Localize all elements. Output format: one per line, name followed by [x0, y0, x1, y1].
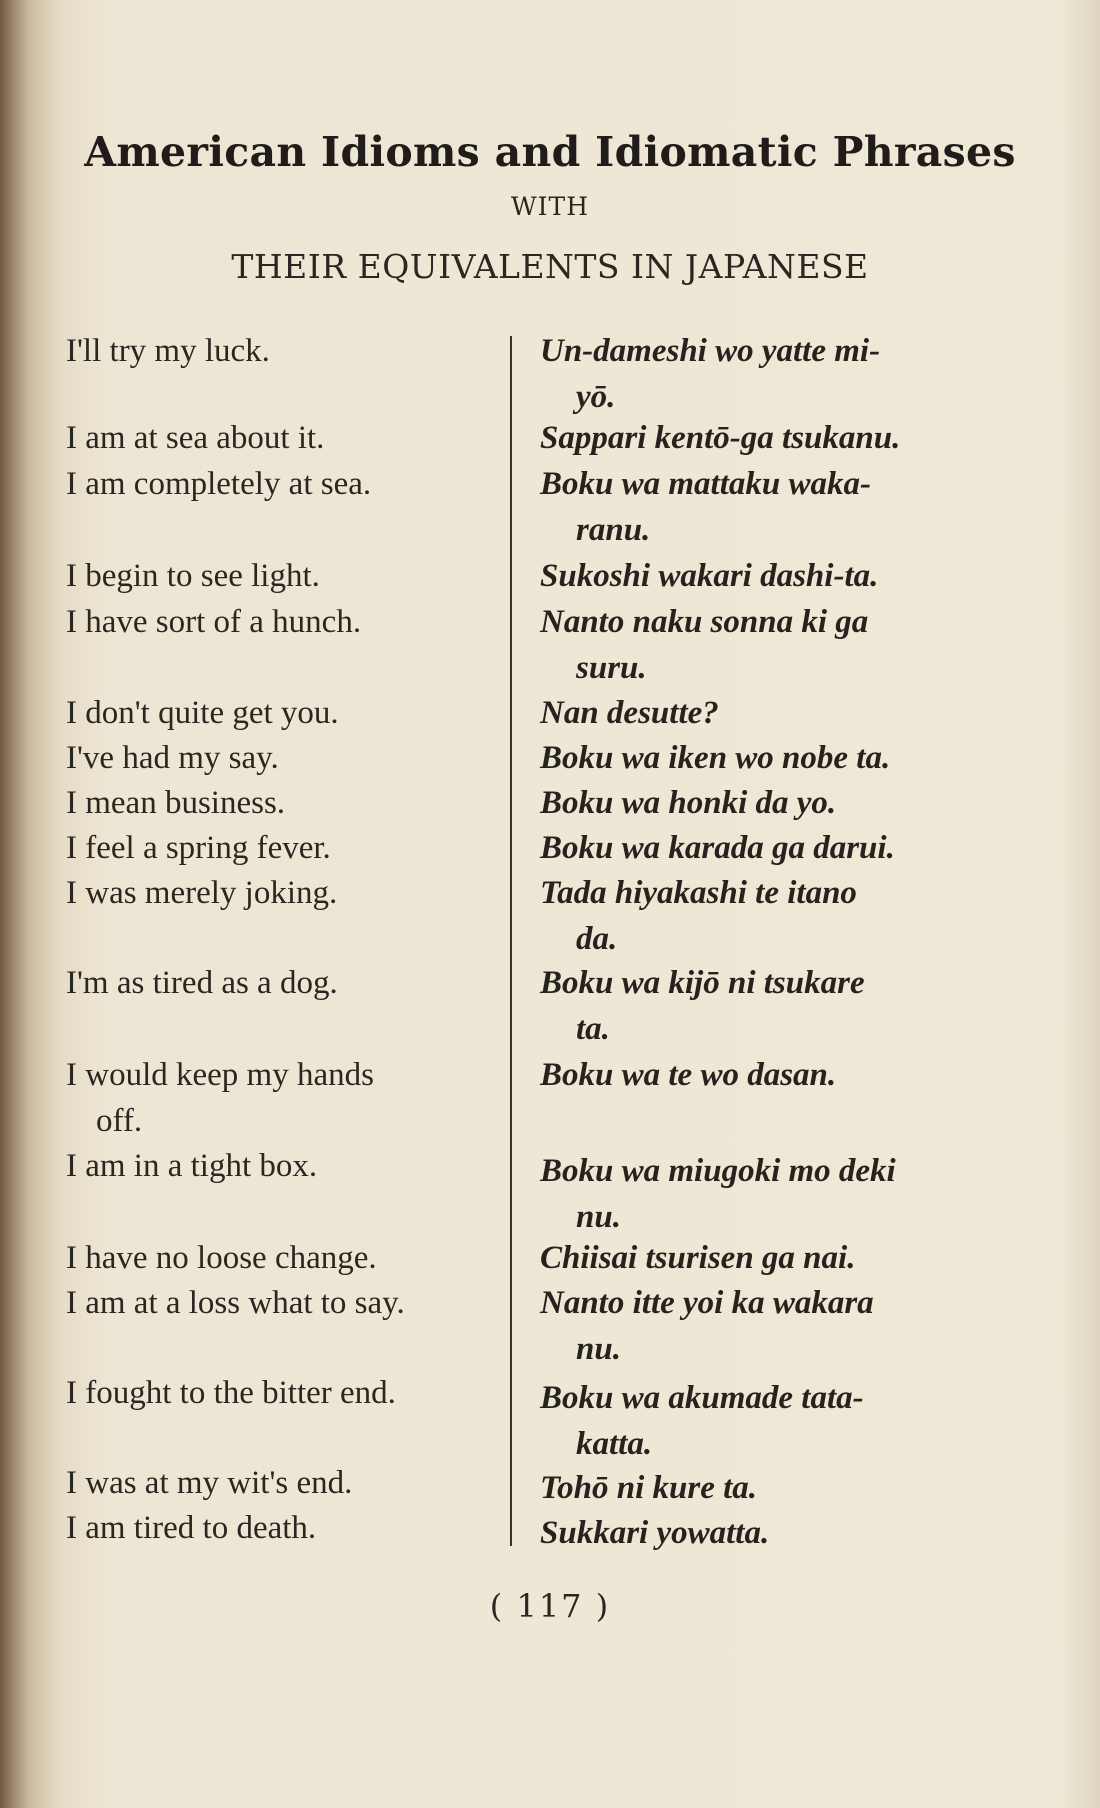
column-divider	[510, 336, 512, 1546]
idiom-english: I mean business.	[66, 785, 286, 821]
idiom-japanese: Sukoshi wakari dashi-ta.	[540, 558, 879, 594]
idiom-japanese: Tohō ni kure ta.	[540, 1470, 758, 1506]
idiom-japanese: Chiisai tsurisen ga nai.	[540, 1240, 856, 1276]
idiom-english: I'm as tired as a dog.	[66, 965, 338, 1001]
idiom-english: I am tired to death.	[66, 1510, 317, 1546]
page-title: American Idioms and Idiomatic Phrases	[84, 128, 1016, 176]
idiom-english: I am at a loss what to say.	[66, 1285, 405, 1321]
subtitle-with: WITH	[510, 192, 590, 221]
idiom-english: I was at my wit's end.	[66, 1465, 353, 1501]
subtitle-equivalents: THEIR EQUIVALENTS IN JAPANESE	[231, 247, 869, 286]
page-number: ( 117 )	[489, 1587, 611, 1625]
idiom-japanese: Boku wa honki da yo.	[540, 785, 837, 821]
idiom-english: I feel a spring fever.	[66, 830, 331, 866]
idiom-japanese: Boku wa iken wo nobe ta.	[540, 740, 891, 776]
idiom-english: I've had my say.	[66, 740, 279, 776]
idiom-japanese: Nan desutte?	[540, 695, 719, 731]
idiom-japanese: Tada hiyakashi te itano da.	[540, 875, 857, 957]
idiom-japanese: Boku wa akumade tata- katta.	[540, 1380, 864, 1462]
idiom-english: I have no loose change.	[66, 1240, 377, 1276]
idiom-english: I was merely joking.	[66, 875, 338, 911]
idiom-japanese: Un-dameshi wo yatte mi- yō.	[540, 333, 881, 415]
idiom-japanese: Sukkari yowatta.	[540, 1515, 770, 1551]
idiom-japanese: Nanto itte yoi ka wakara nu.	[540, 1285, 874, 1367]
idiom-japanese: Boku wa te wo dasan.	[540, 1057, 837, 1093]
idiom-english: I am at sea about it.	[66, 420, 325, 456]
idiom-japanese: Nanto naku sonna ki ga suru.	[540, 604, 869, 686]
idiom-english: I begin to see light.	[66, 558, 320, 594]
idiom-english: I don't quite get you.	[66, 695, 339, 731]
idiom-english: I have sort of a hunch.	[66, 604, 362, 640]
idiom-japanese: Sappari kentō-ga tsukanu.	[540, 420, 901, 456]
idiom-japanese: Boku wa karada ga darui.	[540, 830, 895, 866]
idiom-english: I'll try my luck.	[66, 333, 270, 369]
idiom-japanese: Boku wa mattaku waka- ranu.	[540, 466, 871, 548]
idiom-english: I fought to the bitter end.	[66, 1375, 396, 1411]
idiom-english: I am in a tight box.	[66, 1148, 318, 1184]
idiom-english: I am completely at sea.	[66, 466, 372, 502]
idiom-english: I would keep my hands off.	[66, 1057, 374, 1139]
idiom-japanese: Boku wa miugoki mo deki nu.	[540, 1153, 896, 1235]
idiom-japanese: Boku wa kijō ni tsukare ta.	[540, 965, 865, 1047]
